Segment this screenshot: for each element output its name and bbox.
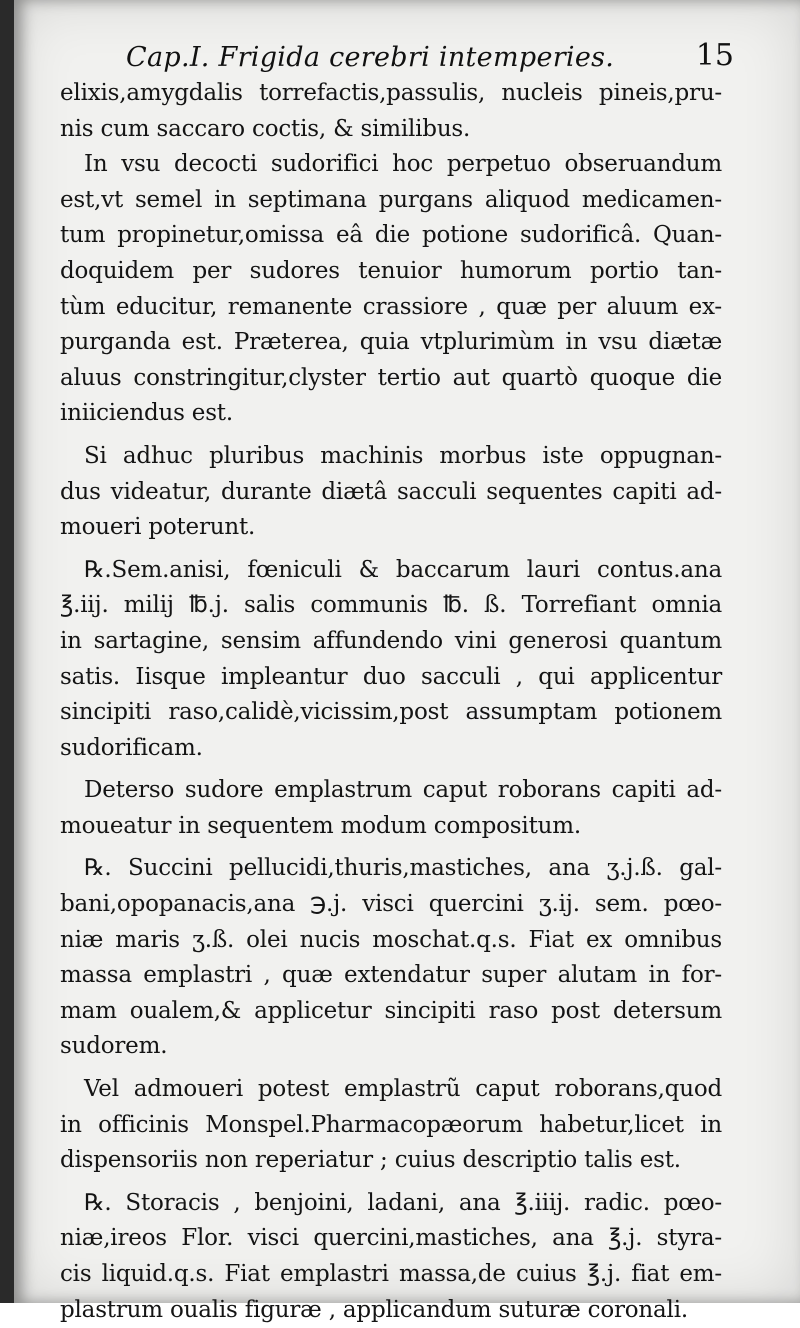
page-number: 15 [695, 38, 734, 73]
text-line: ℥.iij. milij ℔.j. salis communis ℔. ß. Torrefiant omnia [60, 592, 722, 619]
text-line: tùm educitur, remanente crassiore , quæ per aluum ex- [60, 293, 722, 320]
text-line: niæ,ireos Flor. visci quercini,mastiches, ana ℥.j. styra- [60, 1225, 722, 1252]
text-line: sudorificam. [60, 734, 203, 761]
text-line: Deterso sudore emplastrum caput roborans capiti ad- [84, 777, 722, 804]
text-line: cis liquid.q.s. Fiat emplastri massa,de cuius ℥.j. fiat em- [60, 1261, 722, 1287]
text-line: moueri poterunt. [60, 514, 256, 541]
text-line: bani,opopanacis,ana ℈.j. visci quercini ʒ.ij. sem. pœo- [60, 891, 722, 918]
text-line: iniiciendus est. [60, 400, 233, 427]
text-line: nis cum saccaro coctis, & similibus. [60, 115, 471, 142]
text-line: sudorem. [60, 1033, 168, 1060]
text-line: aluus constringitur,clyster tertio aut quartò quoque die [60, 364, 722, 391]
text-line: ℞. Succini pellucidi,thuris,mastiches, ana ʒ.j.ß. gal- [84, 855, 722, 882]
body-text [60, 76, 722, 1328]
text-line: satis. Iisque impleantur duo sacculi , qui applicentur [60, 663, 722, 690]
text-line: in sartagine, sensim affundendo vini generosi quantum [60, 627, 722, 654]
text-line: dus videatur, durante diætâ sacculi sequentes capiti ad- [60, 478, 722, 505]
text-line: In vsu decocti sudorifici hoc perpetuo obseruandum [84, 151, 722, 178]
text-line: doquidem per sudores tenuior humorum portio tan- [60, 257, 722, 284]
text-line: Si adhuc pluribus machinis morbus iste oppugnan- [84, 442, 722, 469]
text-line: purganda est. Præterea, quia vtplurimùm in vsu diætæ [60, 329, 722, 356]
text-line: elixis,amygdalis torrefactis,passulis, nucleis pineis,pru- [60, 80, 722, 106]
text-line: ℞. Storacis , benjoini, ladani, ana ℥.iiij. radic. pœo- [84, 1189, 722, 1216]
running-head: Cap.I. Frigida cerebri intemperies. [126, 42, 615, 73]
text-line: ℞.Sem.anisi, fœniculi & baccarum lauri contus.ana [84, 556, 722, 583]
text-line: plastrum oualis figuræ , applicandum suturæ coronali. [60, 1296, 688, 1323]
text-line: sincipiti raso,calidè,vicissim,post assumptam potionem [60, 699, 722, 726]
text-line: est,vt semel in septimana purgans aliquod medicamen- [60, 186, 722, 213]
text-line: Vel admoueri potest emplastrũ caput roborans,quod [84, 1076, 722, 1103]
text-line: tum propinetur,omissa eâ die potione sudorificâ. Quan- [60, 222, 722, 249]
text-line: niæ maris ʒ.ß. olei nucis moschat.q.s. Fiat ex omnibus [60, 926, 722, 953]
text-line: moueatur in sequentem modum compositum. [60, 812, 581, 839]
text-line: dispensoriis non reperiatur ; cuius descriptio talis est. [60, 1147, 681, 1174]
text-line: massa emplastri , quæ extendatur super alutam in for- [60, 962, 722, 989]
text-line: in officinis Monspel.Pharmacopæorum habetur,licet in [60, 1111, 722, 1138]
text-line: mam oualem,& applicetur sincipiti raso post detersum [60, 997, 722, 1024]
